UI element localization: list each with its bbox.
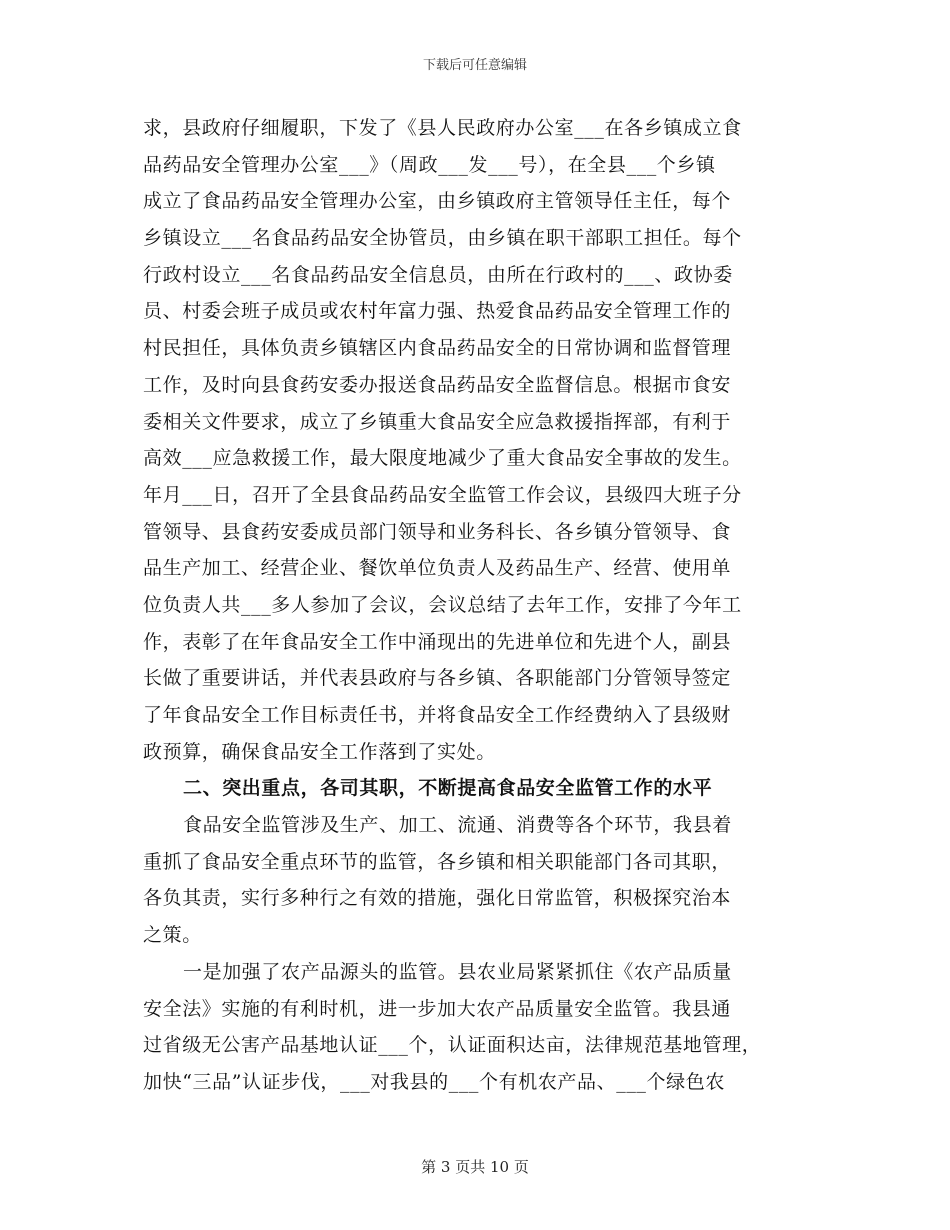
text-line: 食品安全监管涉及生产、加工、流通、消费等各个环节，我县着 [183,814,732,837]
text-line: 一是加强了农产品源头的监管。县农业局紧紧抓住《农产品质量 [183,960,732,983]
text-line: 长做了重要讲话，并代表县政府与各乡镇、各职能部门分管领导签定 [143,667,732,690]
text-line: 重抓了食品安全重点环节的监管，各乡镇和相关职能部门各司其职， [143,850,732,873]
text-line: 工作，及时向县食药安委办报送食品药品安全监督信息。根据市食安 [143,373,732,396]
text-line: 安全法》实施的有利时机，进一步加大农产品质量安全监管。我县通 [143,997,732,1020]
text-line: 过省级无公害产品基地认证___个，认证面积达亩，法律规范基地管理， [143,1034,762,1057]
document-body [143,110,813,1101]
header-note: 下载后可任意编辑 [422,58,527,73]
text-line: 村民担任，具体负责乡镇辖区内食品药品安全的日常协调和监督管理 [143,337,732,360]
text-line: 委相关文件要求，成立了乡镇重大食品安全应急救援指挥部，有利于 [143,410,732,433]
text-line: 品药品安全管理办公室___》（周政___发___号），在全县___个乡镇 [143,153,716,176]
text-line: 作，表彰了在年食品安全工作中涌现出的先进单位和先进个人，副县 [143,630,732,653]
text-line: 了年食品安全工作目标责任书，并将食品安全工作经费纳入了县级财 [143,704,732,726]
text-line: 品生产加工、经营企业、餐饮单位负责人及药品生产、经营、使用单 [143,557,732,580]
text-line: 行政村设立___名食品药品安全信息员，由所在行政村的___、政协委 [143,263,733,286]
text-line: 位负责人共___多人参加了会议，会议总结了去年工作，安排了今年工 [143,593,742,616]
text-line: 政预算，确保食品安全工作落到了实处。 [143,740,496,763]
text-line: 加快“三品”认证步伐，___对我县的___个有机农产品、___个绿色农 [143,1070,725,1093]
text-line: 年月___日，召开了全县食品药品安全监管工作会议，县级四大班子分 [143,483,742,506]
text-line: 之策。 [143,924,202,947]
text-line: 高效___应急救援工作，最大限度地减少了重大食品安全事故的发生。 [143,447,742,470]
section-heading: 二、突出重点，各司其职，不断提高食品安全监管工作的水平 [183,777,713,800]
text-line: 管领导、县食药安委成员部门领导和业务科长、各乡镇分管领导、食 [143,520,732,543]
text-line: 员、村委会班子成员或农村年富力强、热爱食品药品安全管理工作的 [143,300,732,323]
text-line: 各负其责，实行多种行之有效的措施，强化日常监管，积极探究治本 [143,887,732,910]
text-line: 成立了食品药品安全管理办公室，由乡镇政府主管领导任主任，每个 [143,190,732,213]
text-line: 求，县政府仔细履职，下发了《县人民政府办公室___在各乡镇成立食 [143,117,742,139]
text-line: 乡镇设立___名食品药品安全协管员，由乡镇在职干部职工担任。每个 [143,227,742,250]
page-number: 第 3 页共 10 页 [421,1158,529,1176]
